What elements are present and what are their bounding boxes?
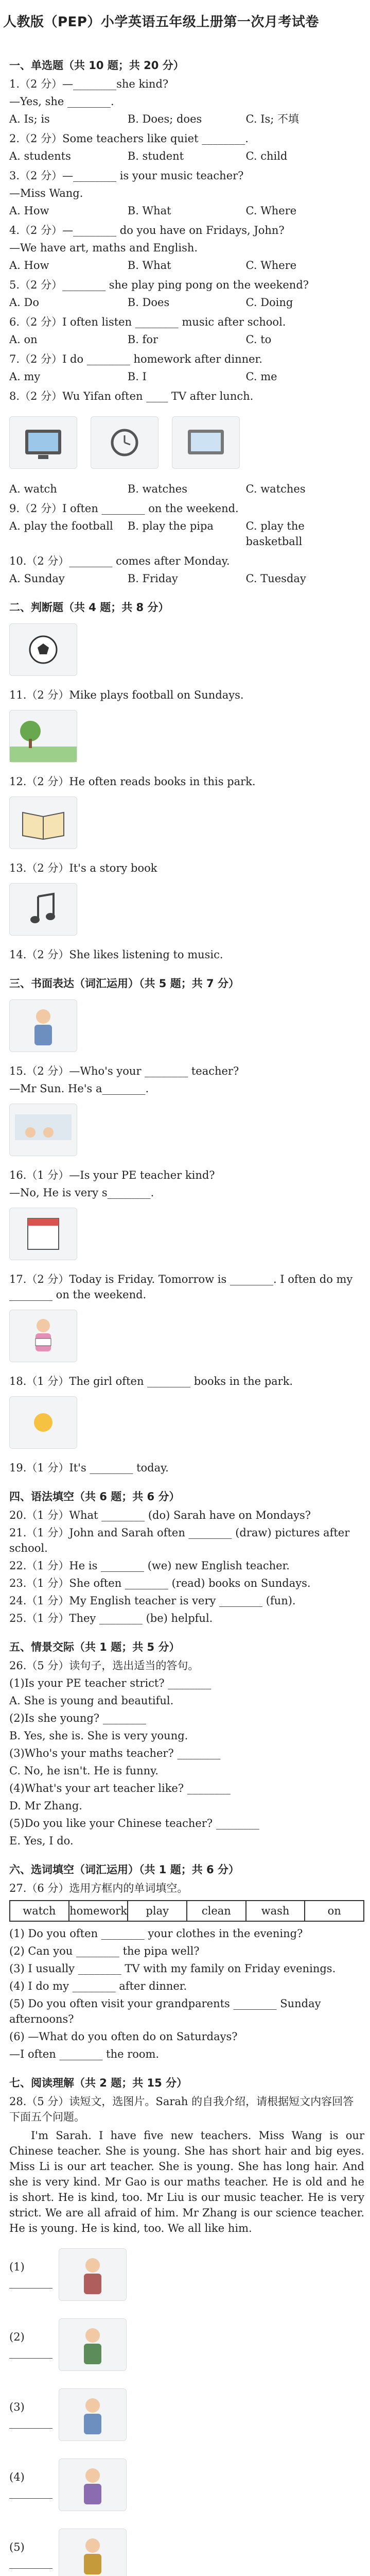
option-row xyxy=(9,571,364,586)
picture-answer-row xyxy=(9,2243,364,2306)
option[interactable]: A. How xyxy=(9,259,49,272)
option[interactable]: B. What xyxy=(127,205,171,217)
question-text: (2) Can you ________ the pipa well? xyxy=(9,1945,200,1957)
option[interactable]: B. student xyxy=(127,150,184,162)
page-title: 人教版（PEP）小学英语五年级上册第一次月考试卷 xyxy=(3,14,319,30)
question-text: 27.（6 分）选用方框内的单词填空。 xyxy=(9,1882,188,1894)
dialog-line: (2)Is she young? ________ xyxy=(9,1712,146,1724)
option[interactable]: A. Is; is xyxy=(9,113,50,125)
answer-slot[interactable]: (3) ________ xyxy=(9,2401,52,2429)
option[interactable]: C. to xyxy=(245,333,272,346)
word-option[interactable]: play xyxy=(128,1901,187,1921)
dialog-line: (1)Is your PE teacher strict? ________ xyxy=(9,1677,212,1689)
option[interactable]: C. Tuesday xyxy=(245,572,306,585)
dialog-line: E. Yes, I do. xyxy=(9,1835,74,1847)
dialog-line: (3)Who's your maths teacher? ________ xyxy=(9,1747,221,1759)
answer-slot[interactable]: (4) ________ xyxy=(9,2471,52,2499)
option-row xyxy=(9,332,364,347)
question-text: 14.（2 分）She likes listening to music. xyxy=(9,948,223,961)
word-option[interactable]: watch xyxy=(10,1901,69,1921)
section-heading: 二、判断题（共 4 题；共 8 分） xyxy=(9,601,169,614)
question-text: —I often ________ the room. xyxy=(9,2048,160,2060)
question-text: (4) I do my ________ after dinner. xyxy=(9,1980,187,1992)
option-row xyxy=(9,148,364,164)
section-heading: 七、阅读理解（共 2 题；共 15 分） xyxy=(9,2077,188,2089)
book-picture xyxy=(9,796,77,849)
tv-picture xyxy=(9,416,77,469)
question-text: 5.（2 分）________ she play ping pong on the weekend? xyxy=(9,279,309,291)
question-text: 23.（1 分）She often ________ (read) books on Sundays. xyxy=(9,1577,311,1589)
calendar-picture xyxy=(9,1208,77,1260)
word-option[interactable]: clean xyxy=(187,1901,246,1921)
option-row xyxy=(9,369,364,384)
question-text: 16.（1 分）—Is your PE teacher kind? xyxy=(9,1169,215,1181)
option[interactable]: C. me xyxy=(245,370,277,383)
dialog-line: (4)What's your art teacher like? ________ xyxy=(9,1782,231,1794)
option[interactable]: A. my xyxy=(9,370,41,383)
question-text: 4.（2 分）—________ do you have on Fridays, John? xyxy=(9,224,285,236)
question-text: 11.（2 分）Mike plays football on Sundays. xyxy=(9,689,244,701)
question-text: (3) I usually ________ TV with my family on Friday evenings. xyxy=(9,1962,336,1975)
option[interactable]: B. What xyxy=(127,259,171,272)
section-heading: 六、选词填空（词汇运用）（共 1 题；共 6 分） xyxy=(9,1863,239,1876)
tv-picture xyxy=(172,416,240,469)
picture-answer-row xyxy=(9,2383,364,2446)
option[interactable]: A. on xyxy=(9,333,38,346)
section-heading: 五、情景交际（共 1 题；共 5 分） xyxy=(9,1641,180,1653)
exam-content xyxy=(9,58,364,2576)
section-heading: 四、语法填空（共 6 题；共 6 分） xyxy=(9,1490,180,1503)
dialog-line: B. Yes, she is. She is very young. xyxy=(9,1730,188,1742)
option[interactable]: A. play the football xyxy=(9,520,113,532)
question-text: 28.（5 分）读短文，选图片。Sarah 的自我介绍，请根据短文内容回答下面五个问题。 xyxy=(9,2095,354,2123)
option-row xyxy=(9,203,364,218)
question-text: —Yes, she ________. xyxy=(9,95,114,108)
option-row xyxy=(9,258,364,273)
dialog-line: D. Mr Zhang. xyxy=(9,1800,82,1812)
question-text: 26.（5 分）读句子，选出适当的答句。 xyxy=(9,1659,199,1672)
question-text: 19.（1 分）It's ________ today. xyxy=(9,1462,169,1474)
option[interactable]: B. Does; does xyxy=(127,113,202,125)
question-text: —Miss Wang. xyxy=(9,187,83,199)
option[interactable]: B. for xyxy=(127,333,158,346)
option[interactable]: B. watches xyxy=(127,483,187,495)
option[interactable]: C. Is; 不填 xyxy=(245,113,299,125)
dialog-line: A. She is young and beautiful. xyxy=(9,1694,174,1707)
option[interactable]: C. Doing xyxy=(245,296,293,309)
option[interactable]: C. watches xyxy=(245,483,306,495)
dialog-line: C. No, he isn't. He is funny. xyxy=(9,1765,158,1777)
question-text: (1) Do you often ________ your clothes in the evening? xyxy=(9,1927,303,1940)
question-text: 13.（2 分）It's a story book xyxy=(9,862,157,874)
option[interactable]: C. child xyxy=(245,150,288,162)
word-option[interactable]: on xyxy=(327,1905,341,1917)
option[interactable]: A. students xyxy=(9,150,71,162)
question-text: 24.（1 分）My English teacher is very ________ (fun). xyxy=(9,1595,296,1607)
park-picture xyxy=(9,710,77,762)
section-heading: 一、单选题（共 10 题；共 20 分） xyxy=(9,59,184,72)
reading-girl-picture xyxy=(9,1310,77,1362)
question-text: (5) Do you often visit your grandparents ________ Sunday afternoons? xyxy=(9,1997,321,2025)
picture-options xyxy=(9,411,364,474)
option[interactable]: C. Where xyxy=(245,205,297,217)
question-text: 6.（2 分）I often listen ________ music after school. xyxy=(9,316,286,328)
teacher-picture xyxy=(59,2248,127,2301)
watch-picture xyxy=(91,416,158,469)
picture-answer-row xyxy=(9,2453,364,2516)
option-row xyxy=(9,481,364,497)
question-text: 8.（2 分）Wu Yifan often ____ TV after lunch. xyxy=(9,390,254,402)
answer-slot[interactable]: (1) ________ xyxy=(9,2261,52,2289)
word-option[interactable]: wash xyxy=(246,1901,306,1921)
teacher-picture xyxy=(59,2318,127,2371)
music-picture xyxy=(9,883,77,936)
question-text: 7.（2 分）I do ________ homework after dinner. xyxy=(9,353,262,365)
option-row xyxy=(9,111,364,127)
option[interactable]: C. Where xyxy=(245,259,297,272)
picture-answer-row xyxy=(9,2523,364,2576)
option-row xyxy=(9,295,364,310)
question-text: —We have art, maths and English. xyxy=(9,242,198,254)
teacher-picture xyxy=(9,999,77,1052)
question-text: 17.（2 分）Today is Friday. Tomorrow is ________. I often do my ________ on the weekend. xyxy=(9,1273,353,1301)
question-text: 15.（2 分）—Who's your ________ teacher? xyxy=(9,1065,239,1077)
question-text: 12.（2 分）He often reads books in this park. xyxy=(9,775,256,788)
question-text: 1.（2 分）—________she kind? xyxy=(9,78,169,90)
question-text: —Mr Sun. He's a________. xyxy=(9,1082,149,1095)
question-text: 2.（2 分）Some teachers like quiet ________. xyxy=(9,132,249,145)
dialog-line: (5)Do you like your Chinese teacher? ________ xyxy=(9,1817,259,1829)
answer-slot[interactable]: (2) ________ xyxy=(9,2331,52,2359)
option[interactable]: B. Does xyxy=(127,296,170,309)
teacher-picture xyxy=(59,2388,127,2441)
option[interactable]: A. Do xyxy=(9,296,39,309)
question-text: 9.（2 分）I often ________ on the weekend. xyxy=(9,502,239,515)
question-text: —No, He is very s________. xyxy=(9,1187,154,1199)
teacher-picture xyxy=(59,2459,127,2511)
question-text: (6) —What do you often do on Saturdays? xyxy=(9,2030,238,2043)
option[interactable]: B. Friday xyxy=(127,572,178,585)
football-picture xyxy=(9,623,77,676)
picture-answer-row xyxy=(9,2313,364,2376)
weather-picture xyxy=(9,1396,77,1449)
teacher-picture xyxy=(59,2529,127,2576)
question-text: 25.（1 分）They ________ (be) helpful. xyxy=(9,1612,213,1624)
reading-passage: I'm Sarah. I have five new teachers. Miss Wang is our Chinese teacher. She is young. She has short hair and big eyes. Miss Li is our art teacher. She is young. She has long hair. And she is very kind. Mr Gao is our maths teacher. He is old and he is short. He is kind, too. Mr Liu is our music teacher. He is very strict. We are all afraid of him. Mr Zhang is our science teacher. He is young. He is kind, too. We all like him. xyxy=(9,2129,364,2234)
question-text: 21.（1 分）John and Sarah often ________ (draw) pictures after school. xyxy=(9,1527,350,1554)
word-box xyxy=(9,1900,364,1922)
option-row xyxy=(9,518,364,549)
question-text: 20.（1 分）What ________ (do) Sarah have on Mondays? xyxy=(9,1509,311,1521)
option[interactable]: B. play the pipa xyxy=(127,520,214,532)
option[interactable]: A. Sunday xyxy=(9,572,65,585)
option[interactable]: C. play the basketball xyxy=(245,520,305,548)
answer-slot[interactable]: (5) ________ xyxy=(9,2541,52,2569)
section-heading: 三、书面表达（词汇运用）（共 5 题；共 7 分） xyxy=(9,977,239,990)
question-text: 3.（2 分）—________ is your music teacher? xyxy=(9,170,244,182)
teacher-picture xyxy=(9,1104,77,1156)
question-text: 22.（1 分）He is ________ (we) new English teacher. xyxy=(9,1560,290,1572)
option[interactable]: A. watch xyxy=(9,483,57,495)
option[interactable]: B. I xyxy=(127,370,147,383)
question-text: 10.（2 分）________ comes after Monday. xyxy=(9,555,230,567)
word-option[interactable]: homework xyxy=(69,1901,129,1921)
option[interactable]: A. How xyxy=(9,205,49,217)
question-text: 18.（1 分）The girl often ________ books in the park. xyxy=(9,1375,293,1387)
